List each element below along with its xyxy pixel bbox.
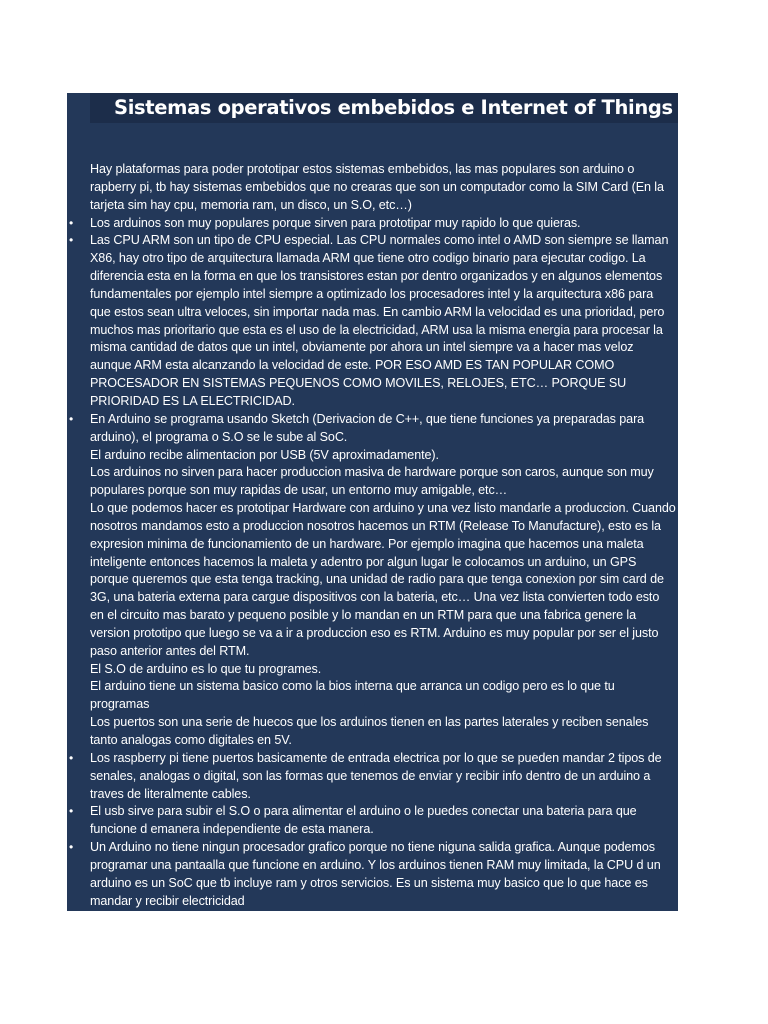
bullet-icon: •: [68, 804, 74, 819]
bullet-text: El usb sirve para subir el S.O o para alimentar el arduino o le puedes conectar una bateria para que funcione d emanera independiente de esta manera.: [90, 804, 637, 837]
note-paragraph: El arduino recibe alimentacion por USB (5V aproximadamente).: [90, 447, 439, 462]
note-paragraph: El S.O de arduino es lo que tu programes.: [90, 661, 322, 676]
bullet-item: [67, 839, 678, 910]
bullet-item: [67, 232, 678, 410]
note-paragraph: El arduino tiene un sistema basico como la bios interna que arranca un codigo pero es lo que tu programas: [90, 679, 615, 712]
bullet-item: [67, 411, 678, 447]
note-paragraph: Lo que podemos hacer es prototipar Hardware con arduino y una vez listo mandarle a produccion. Cuando nosotros mandamos esto a produccion nosotros hacemos un RTM (Release To Manufacture), esto es la expresion minima de funcionamiento de un hardware. Por ejemplo imagina que hacemos una maleta inteligente entonces hacemos la maleta y adentro por algun lugar le colocamos un arduino, un GPS porque queremos que esta tenga tracking, una unidad de radio para que tenga conexion por sim card de 3G, una bateria externa para cargue dispositivos con la bateria, etc… Una vez lista convierten todo esto en el circuito mas barato y pequeno posible y lo mandan en un RTM para que una fabrica genere la version prototipo que luego se va a ir a produccion eso es RTM. Arduino es muy popular por ser el justo paso anterior antes del RTM.: [90, 501, 676, 658]
bullet-text: Los raspberry pi tiene puertos basicamente de entrada electrica por lo que se pueden mandar 2 tipos de senales, analogas o digital, son las formas que tenemos de enviar y recibir info dentro de un arduino a traves de literalmente cables.: [90, 750, 662, 801]
bullet-item: [67, 750, 678, 804]
document-panel: [67, 93, 678, 911]
bullet-item: [67, 803, 678, 839]
bullet-icon: •: [68, 411, 74, 426]
page-title: Sistemas operativos embebidos e Internet of Things: [114, 96, 673, 119]
bullet-icon: •: [68, 233, 74, 248]
bullet-text: Los arduinos son muy populares porque sirven para prototipar muy rapido lo que quieras.: [90, 215, 581, 230]
document-body: [67, 161, 678, 910]
bullet-text: Un Arduino no tiene ningun procesador grafico porque no tiene niguna salida grafica. Aunque podemos programar una pantaalla que funcione en arduino. Y los arduinos tienen RAM muy limitada, la CPU d un arduino es un SoC que tb incluye ram y otros servicios. Es un sistema muy basico que lo que hace es mandar y recibir electricidad: [90, 840, 661, 908]
bullet-item: [67, 215, 678, 233]
note-paragraph: Los arduinos no sirven para hacer produccion masiva de hardware porque son caros, aunque son muy populares porque son muy rapidas de usar, un entorno muy amigable, etc…: [90, 465, 654, 498]
note-paragraph: Los puertos son una serie de huecos que los arduinos tienen en las partes laterales y reciben senales tanto analogas como digitales en 5V.: [90, 715, 649, 747]
bullet-icon: •: [68, 750, 74, 765]
intro-paragraph: Hay plataformas para poder prototipar estos sistemas embebidos, las mas populares son arduino o rapberry pi, tb hay sistemas embebidos que no crearas que son un computador como la SIM Card (En la tarjeta sim hay cpu, memoria ram, un disco, un S.O, etc…): [90, 162, 664, 212]
bullet-icon: •: [68, 840, 74, 855]
bullet-text: Las CPU ARM son un tipo de CPU especial. Las CPU normales como intel o AMD son siempre se llaman X86, hay otro tipo de arquitectura llamada ARM que tiene otro codigo binario para ejecutar codigo. La diferencia esta en la forma en que los transistores estan por dentro organizados y en algunos elementos fundamentales por ejemplo intel siempre a optimizado los procesadores intel y la arquitectura x86 para que estos sean ultra veloces, sin importar nada mas. En cambio ARM la velocidad es una prioridad, pero muchos mas prioritario que esta es el uso de la electricidad, ARM usa la misma energia para procesar la misma cantidad de datos que un intel, obviamente por ahora un intel siempre va a hacer mas veloz aunque ARM esta alcanzando la velocidad de este. POR ESO AMD ES TAN POPULAR COMO PROCESADOR EN SISTEMAS PEQUENOS COMO MOVILES, RELOJES, ETC… PORQUE SU PRIORIDAD ES LA ELECTRICIDAD.: [90, 233, 669, 408]
bullet-text: En Arduino se programa usando Sketch (Derivacion de C++, que tiene funciones ya preparadas para arduino), el programa o S.O se le sube al SoC.: [90, 411, 645, 444]
title-bar: [90, 93, 678, 123]
bullet-icon: •: [68, 215, 74, 230]
